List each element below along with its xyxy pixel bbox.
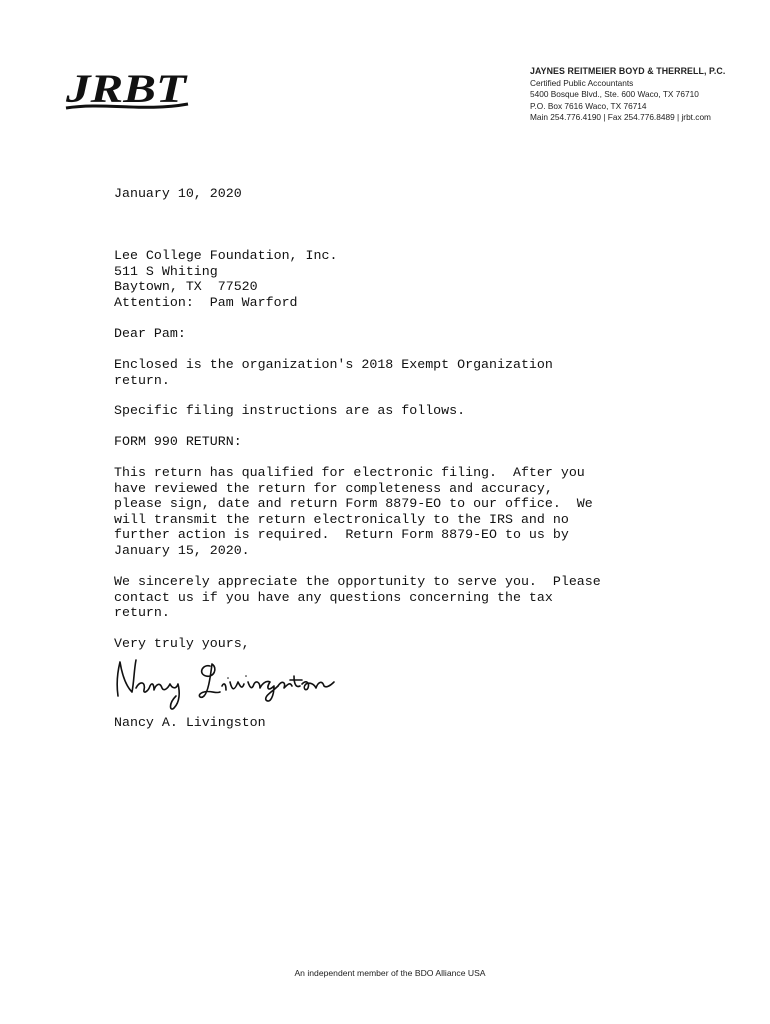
paragraph-line: We sincerely appreciate the opportunity to serve you. Please	[114, 574, 601, 589]
paragraph-line: contact us if you have any questions concerning the tax	[114, 589, 553, 605]
closing	[114, 636, 250, 652]
paragraph-line: return.	[114, 605, 170, 620]
firm-line-po-box: P.O. Box 7616 Waco, TX 76714	[530, 100, 647, 111]
firm-line-contact: Main 254.776.4190 | Fax 254.776.8489 | jrbt.com	[530, 112, 711, 123]
paragraph-enclosed	[114, 357, 553, 388]
date-text: January 10, 2020	[114, 186, 242, 201]
paragraph-line: have reviewed the return for completeness and accuracy,	[114, 480, 553, 496]
paragraph-line: further action is required. Return Form 8879-EO to us by	[114, 527, 569, 542]
paragraph-instructions	[114, 403, 465, 419]
address-line: Lee College Foundation, Inc.	[114, 248, 338, 263]
recipient-address	[114, 248, 337, 310]
closing-text: Very truly yours,	[114, 636, 250, 651]
salutation-text: Dear Pam:	[114, 326, 186, 341]
firm-info	[530, 66, 730, 124]
paragraph-efile	[114, 465, 593, 558]
letter-date	[114, 186, 242, 202]
paragraph-line: January 15, 2020.	[114, 542, 250, 558]
firm-logo	[64, 64, 192, 116]
paragraph-appreciation	[114, 574, 601, 621]
signer-name	[114, 715, 266, 731]
address-line: Baytown, TX 77520	[114, 279, 258, 294]
address-line: Attention: Pam Warford	[114, 294, 298, 310]
paragraph-line: FORM 990 RETURN:	[114, 434, 242, 449]
paragraph-line: Enclosed is the organization's 2018 Exempt Organization	[114, 357, 553, 372]
firm-line-street-address: 5400 Bosque Blvd., Ste. 600 Waco, TX 76710	[530, 89, 699, 100]
salutation	[114, 326, 186, 342]
svg-text:JRBT: JRBT	[64, 66, 188, 111]
footer-text: An independent member of the BDO Alliance USA	[294, 968, 486, 978]
paragraph-line: Specific filing instructions are as follows.	[114, 403, 466, 418]
paragraph-line: will transmit the return electronically to the IRS and no	[114, 511, 569, 527]
paragraph-line: return.	[114, 372, 170, 388]
signer-name-text: Nancy A. Livingston	[114, 715, 266, 730]
handwritten-signature	[110, 652, 340, 712]
paragraph-form-heading	[114, 434, 242, 450]
address-line: 511 S Whiting	[114, 263, 218, 279]
footer	[0, 968, 770, 978]
firm-line-credentials: Certified Public Accountants	[530, 77, 634, 88]
paragraph-line: please sign, date and return Form 8879-EO to our office. We	[114, 496, 593, 511]
firm-name: JAYNES REITMEIER BOYD & THERRELL, P.C.	[530, 66, 726, 76]
paragraph-line: This return has qualified for electronic filing. After you	[114, 465, 585, 480]
